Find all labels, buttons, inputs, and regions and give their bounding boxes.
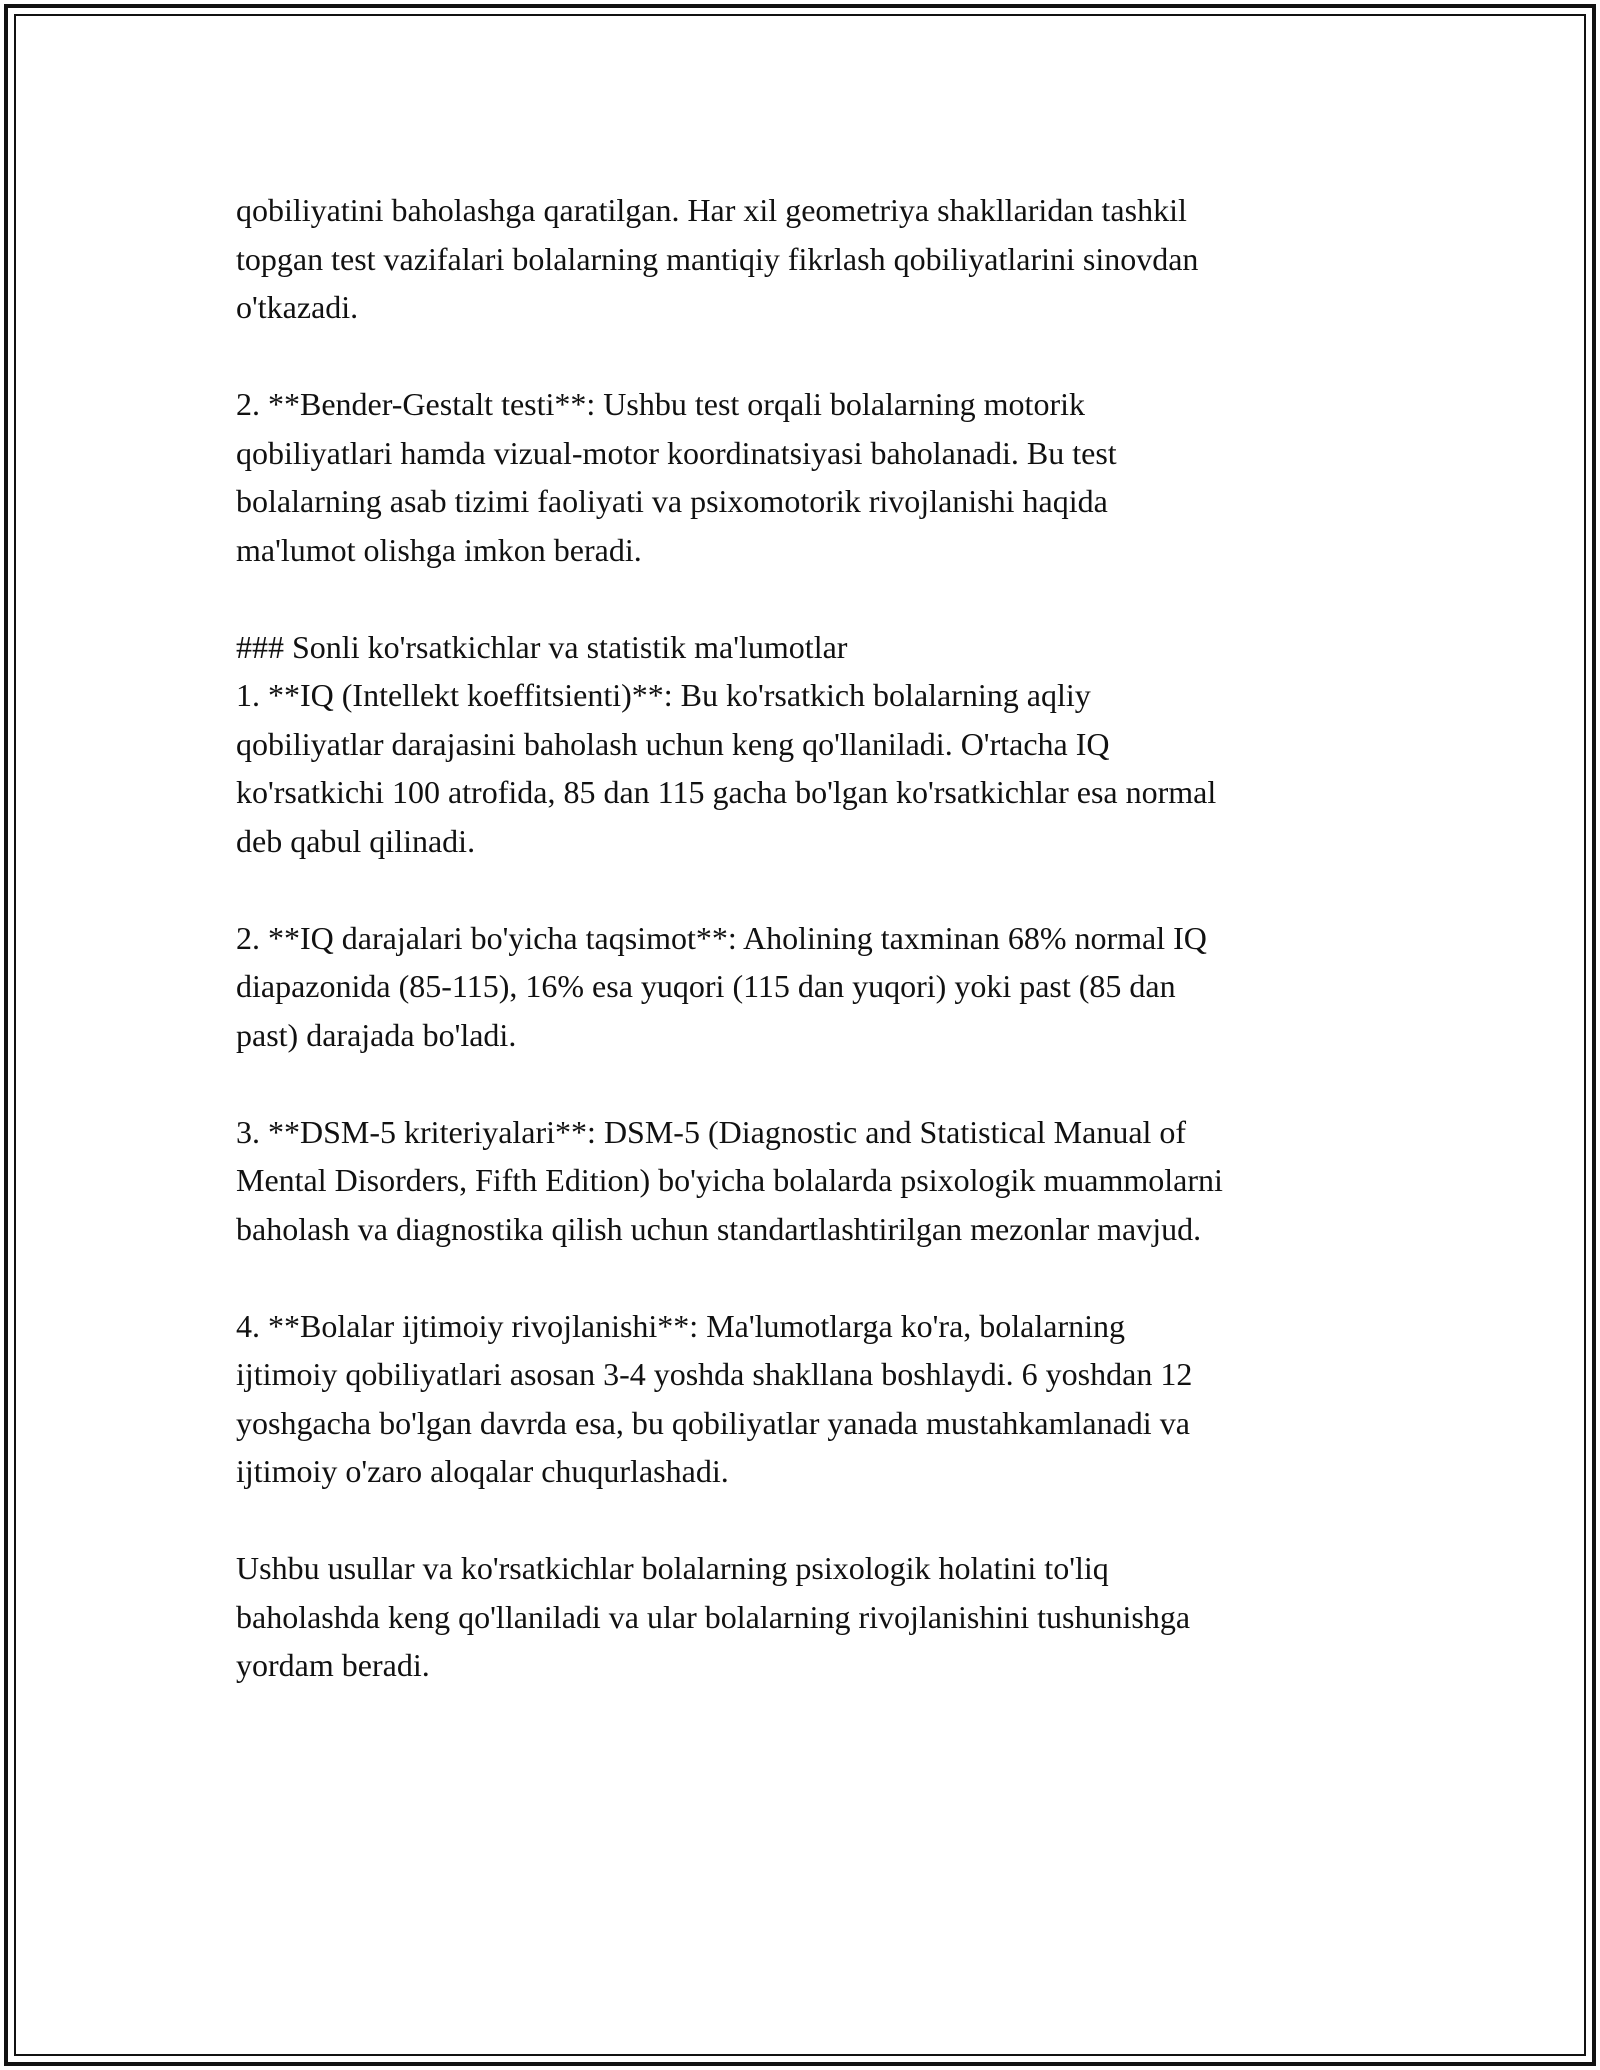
paragraph-dsm5 (236, 1108, 1376, 1254)
text-line: 1. **IQ (Intellekt koeffitsienti)**: Bu ko'rsatkich bolalarning aqliy (236, 677, 1091, 713)
document-body (236, 186, 1376, 1690)
text-line: o'tkazadi. (236, 289, 359, 325)
text-line: Mental Disorders, Fifth Edition) bo'yicha bolalarda psixologik muammolarni (236, 1162, 1223, 1198)
text-line: bolalarning asab tizimi faoliyati va psixomotorik rivojlanishi haqida (236, 483, 1108, 519)
text-line: diapazonida (85-115), 16% esa yuqori (115 dan yuqori) yoki past (85 dan (236, 968, 1176, 1004)
text-line: qobiliyatini baholashga qaratilgan. Har xil geometriya shakllaridan tashkil (236, 192, 1187, 228)
text-line: yordam beradi. (236, 1647, 430, 1683)
paragraph-iq-distribution (236, 914, 1376, 1060)
text-line: ijtimoiy o'zaro aloqalar chuqurlashadi. (236, 1453, 729, 1489)
section-heading: ### Sonli ko'rsatkichlar va statistik ma'lumotlar (236, 628, 848, 665)
paragraph-statistics-heading-iq (236, 623, 1376, 866)
text-line: 2. **IQ darajalari bo'yicha taqsimot**: Aholining taxminan 68% normal IQ (236, 919, 1207, 956)
paragraph-bender-gestalt (236, 380, 1376, 574)
text-line: qobiliyatlar darajasini baholash uchun keng qo'llaniladi. O'rtacha IQ (236, 725, 1110, 762)
text-line: topgan test vazifalari bolalarning mantiqiy fikrlash qobiliyatlarini sinovdan (236, 240, 1199, 277)
text-line: baholash va diagnostika qilish uchun standartlashtirilgan mezonlar mavjud. (236, 1210, 1202, 1247)
text-line: ko'rsatkichi 100 atrofida, 85 dan 115 gacha bo'lgan ko'rsatkichlar esa normal (236, 774, 1217, 810)
text-line: ijtimoiy qobiliyatlari asosan 3-4 yoshda shakllana boshlaydi. 6 yoshdan 12 (236, 1356, 1193, 1392)
paragraph-social-development (236, 1302, 1376, 1496)
text-line: 4. **Bolalar ijtimoiy rivojlanishi**: Ma'lumotlarga ko'ra, bolalarning (236, 1307, 1126, 1344)
paragraph-intro-continuation (236, 186, 1376, 332)
text-line: yoshgacha bo'lgan davrda esa, bu qobiliyatlar yanada mustahkamlanadi va (236, 1404, 1190, 1441)
text-line: baholashda keng qo'llaniladi va ular bolalarning rivojlanishini tushunishga (236, 1598, 1191, 1635)
text-line: 3. **DSM-5 kriteriyalari**: DSM-5 (Diagnostic and Statistical Manual of (236, 1113, 1187, 1150)
text-line: past) darajada bo'ladi. (236, 1016, 517, 1053)
text-line: Ushbu usullar va ko'rsatkichlar bolalarning psixologik holatini to'liq (236, 1550, 1109, 1586)
text-line: ma'lumot olishga imkon beradi. (236, 531, 642, 568)
paragraph-conclusion (236, 1544, 1376, 1690)
text-line: qobiliyatlari hamda vizual-motor koordinatsiyasi baholanadi. Bu test (236, 434, 1117, 471)
text-line: deb qabul qilinadi. (236, 822, 476, 859)
text-line: 2. **Bender-Gestalt testi**: Ushbu test orqali bolalarning motorik (236, 386, 1085, 422)
